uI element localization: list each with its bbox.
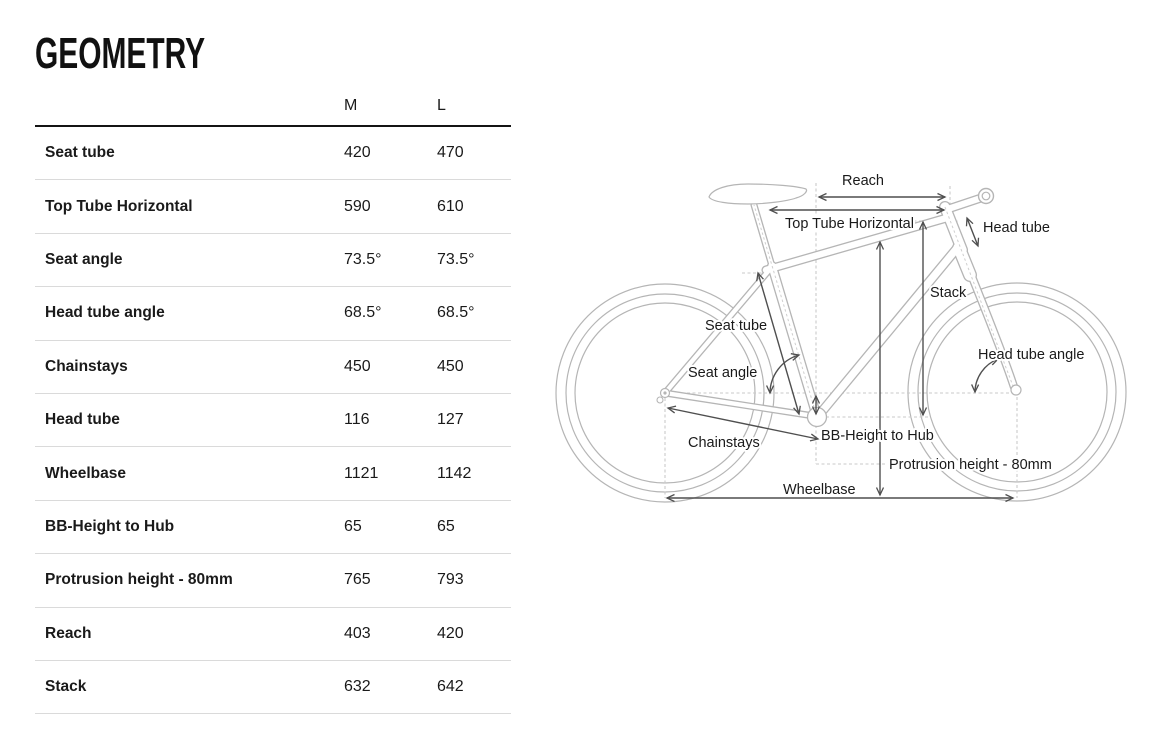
saddle: [709, 184, 807, 204]
table-row: [35, 287, 511, 340]
label-bb-height: BB-Height to Hub: [821, 428, 934, 444]
table-row: [35, 180, 511, 233]
row-value-m: 68.5°: [344, 304, 382, 322]
front-dropout: [1011, 385, 1021, 395]
row-label: Chainstays: [45, 357, 128, 375]
bike-geometry-diagram: [540, 150, 1171, 534]
row-label: BB-Height to Hub: [45, 517, 175, 535]
table-row: [35, 501, 511, 554]
table-header-size-l: L: [437, 97, 446, 114]
row-value-l: 793: [437, 571, 464, 589]
row-label: Head tube angle: [45, 304, 165, 322]
handlebar-grip-inner: [982, 192, 990, 200]
row-label: Reach: [45, 624, 92, 642]
table-row: [35, 661, 511, 714]
rear-hub-axle: [663, 391, 666, 394]
label-wheelbase: Wheelbase: [783, 482, 856, 498]
row-value-l: 65: [437, 517, 455, 535]
row-label: Seat tube: [45, 144, 115, 162]
row-value-l: 68.5°: [437, 304, 475, 322]
row-value-m: 1121: [344, 464, 379, 482]
table-row: [35, 394, 511, 447]
label-seat-angle: Seat angle: [688, 365, 758, 381]
row-value-m: 590: [344, 197, 371, 215]
label-reach: Reach: [842, 173, 884, 189]
row-label: Protrusion height - 80mm: [45, 571, 233, 589]
label-protrusion-height: Protrusion height - 80mm: [889, 457, 1052, 473]
table-row: [35, 608, 511, 661]
table-header-row: [35, 85, 511, 127]
row-value-l: 450: [437, 357, 464, 375]
label-head-tube: Head tube: [983, 220, 1050, 236]
row-value-l: 73.5°: [437, 250, 475, 268]
row-label: Top Tube Horizontal: [45, 197, 193, 215]
row-value-m: 420: [344, 144, 371, 162]
row-value-l: 610: [437, 197, 464, 215]
row-label: Stack: [45, 678, 87, 696]
row-value-m: 403: [344, 624, 371, 642]
row-value-l: 127: [437, 411, 464, 429]
rear-derailleur: [657, 397, 663, 403]
table-row: [35, 447, 511, 500]
label-top-tube-horizontal: Top Tube Horizontal: [785, 216, 914, 232]
table-row: [35, 234, 511, 287]
row-label: Seat angle: [45, 250, 123, 268]
row-label: Wheelbase: [45, 464, 126, 482]
row-value-m: 73.5°: [344, 250, 382, 268]
row-value-l: 470: [437, 144, 464, 162]
label-stack: Stack: [930, 285, 967, 301]
row-value-m: 116: [344, 411, 370, 429]
bottom-bracket: [808, 408, 827, 427]
row-value-m: 65: [344, 517, 362, 535]
row-label: Head tube: [45, 411, 120, 429]
head-tube-angle-arc: [975, 359, 998, 392]
page-title: GEOMETRY: [35, 29, 206, 78]
row-value-l: 420: [437, 624, 464, 642]
table-body: [35, 127, 511, 714]
row-value-m: 632: [344, 678, 371, 696]
table-row: [35, 341, 511, 394]
row-value-m: 450: [344, 357, 371, 375]
head-tube-arrow: [967, 218, 978, 246]
label-chainstays: Chainstays: [688, 435, 760, 451]
table-header-size-m: M: [344, 97, 358, 114]
table-row: [35, 127, 511, 180]
label-head-tube-angle: Head tube angle: [978, 347, 1085, 363]
table-row: [35, 554, 511, 607]
row-value-l: 1142: [437, 464, 472, 482]
row-value-l: 642: [437, 678, 464, 696]
label-seat-tube: Seat tube: [705, 318, 768, 334]
row-value-m: 765: [344, 571, 371, 589]
